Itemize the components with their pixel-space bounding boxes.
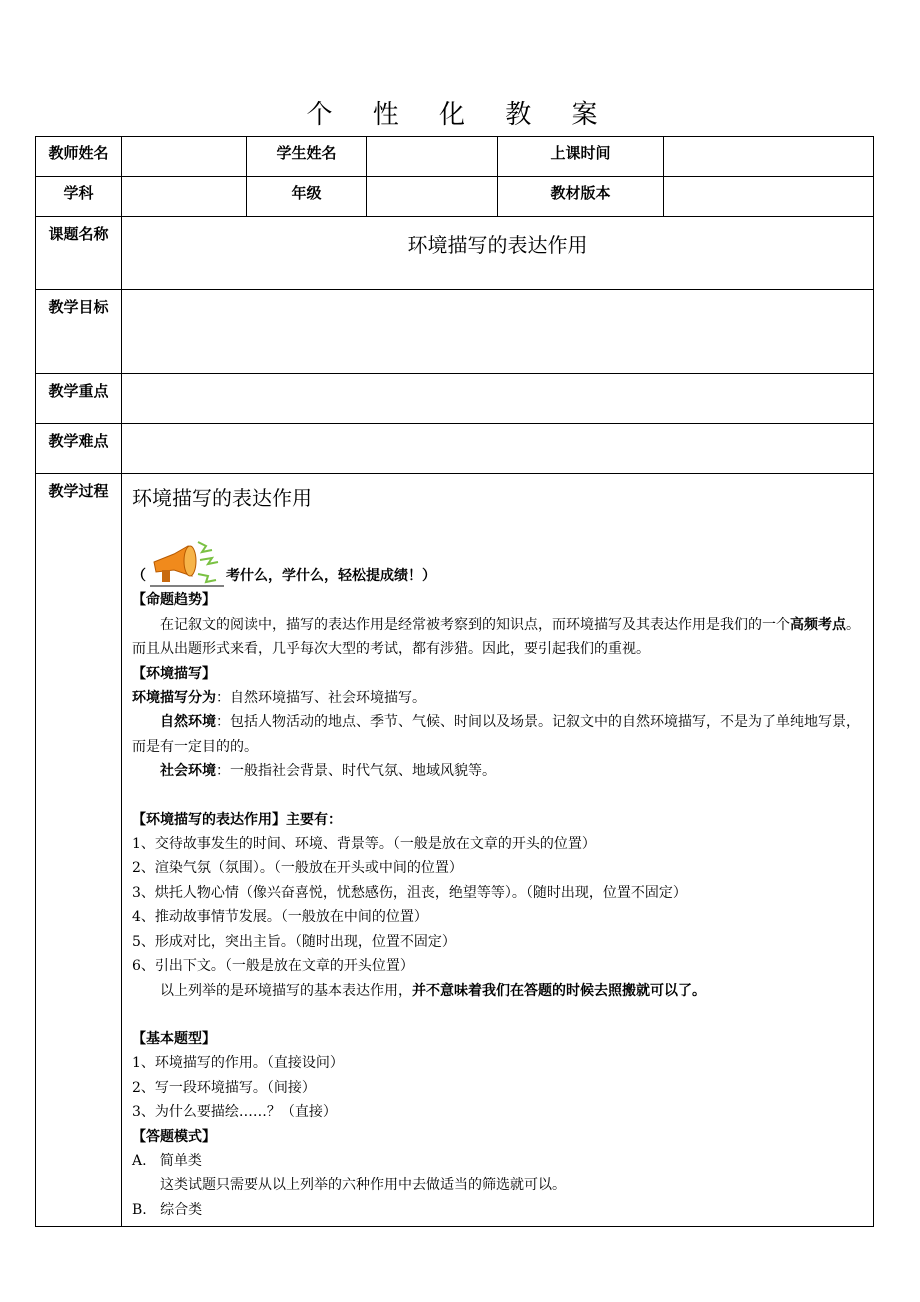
type-item: 1、环境描写的作用。（直接设问） bbox=[132, 1055, 344, 1072]
textbook-label: 教材版本 bbox=[498, 177, 664, 217]
function-item: 2、渲染气氛（氛围）。（一般放在开头或中间的位置） bbox=[132, 860, 463, 877]
class-time-field[interactable] bbox=[664, 137, 874, 177]
student-name-field[interactable] bbox=[367, 137, 498, 177]
goal-row bbox=[36, 290, 874, 374]
summary-bold: 并不意味着我们在答题的时候去照搬就可以了。 bbox=[412, 982, 706, 999]
process-row bbox=[36, 474, 874, 1227]
mode-a: A. 简单类 bbox=[132, 1152, 202, 1169]
function-item: 6、引出下文。（一般是放在文章的开头位置） bbox=[132, 958, 414, 975]
mode-a-text: 这类试题只需要从以上列举的六种作用中去做适当的筛选就可以。 bbox=[160, 1177, 566, 1194]
mode-b: B. 综合类 bbox=[132, 1201, 203, 1218]
social-label: 社会环境 bbox=[160, 763, 216, 780]
trend-title: 【命题趋势】 bbox=[132, 592, 216, 609]
topic-row bbox=[36, 217, 874, 290]
difficulty-field[interactable] bbox=[122, 424, 874, 474]
header-row-2 bbox=[36, 177, 874, 217]
type-item: 3、为什么要描绘……？（直接） bbox=[132, 1104, 337, 1121]
env-split bbox=[132, 686, 863, 710]
slogan-open-paren: （ bbox=[132, 568, 146, 584]
grade-field[interactable] bbox=[367, 177, 498, 217]
function-item: 3、烘托人物心情（像兴奋喜悦，忧愁感伤，沮丧，绝望等等）。（随时出现，位置不固定） bbox=[132, 884, 687, 901]
grade-label: 年级 bbox=[247, 177, 367, 217]
natural-label: 自然环境 bbox=[160, 714, 216, 731]
student-name-label: 学生姓名 bbox=[247, 137, 367, 177]
class-time-label: 上课时间 bbox=[498, 137, 664, 177]
slogan-line bbox=[132, 532, 863, 588]
goal-field[interactable] bbox=[122, 290, 874, 374]
key-point-row bbox=[36, 374, 874, 424]
process-heading: 环境描写的表达作用 bbox=[132, 486, 312, 510]
difficulty-label: 教学难点 bbox=[36, 424, 122, 474]
type-item: 2、写一段环境描写。（间接） bbox=[132, 1079, 316, 1096]
teacher-name-label: 教师姓名 bbox=[36, 137, 122, 177]
subject-label: 学科 bbox=[36, 177, 122, 217]
topic-label: 课题名称 bbox=[36, 217, 122, 290]
summary bbox=[132, 979, 863, 1003]
natural-env bbox=[132, 710, 863, 759]
function-item: 4、推动故事情节发展。（一般放在中间的位置） bbox=[132, 909, 428, 926]
trend-text-1: 在记叙文的阅读中，描写的表达作用是经常被考察到的知识点，而环境描写及其表达作用是我们的一个 bbox=[160, 616, 790, 633]
subject-field[interactable] bbox=[122, 177, 247, 217]
social-text: ：一般指社会背景、时代气氛、地域风貌等。 bbox=[216, 763, 496, 780]
header-row-1 bbox=[36, 137, 874, 177]
process-label: 教学过程 bbox=[36, 474, 122, 1227]
env-split-text: ：自然环境描写、社会环境描写。 bbox=[216, 690, 426, 707]
goal-label: 教学目标 bbox=[36, 290, 122, 374]
lesson-plan-table bbox=[35, 136, 874, 1227]
env-split-label: 环境描写分为 bbox=[132, 690, 216, 707]
natural-text: ：包括人物活动的地点、季节、气候、时间以及场景。记叙文中的自然环境描写，不是为了单纯地写景，而是有一定目的的。 bbox=[132, 714, 860, 755]
types-title: 【基本题型】 bbox=[132, 1030, 216, 1047]
trend-bold: 高频考点 bbox=[790, 616, 846, 633]
key-point-field[interactable] bbox=[122, 374, 874, 424]
function-title: 【环境描写的表达作用】主要有： bbox=[132, 811, 342, 828]
trend-text-2: 。而且从出题形式来看，几乎每次大型的考试，都有涉猎。因此，要引起我们的重视。 bbox=[132, 616, 860, 658]
teacher-name-field[interactable] bbox=[122, 137, 247, 177]
key-point-label: 教学重点 bbox=[36, 374, 122, 424]
topic-value: 环境描写的表达作用 bbox=[122, 217, 874, 290]
social-env bbox=[132, 759, 863, 783]
env-title: 【环境描写】 bbox=[132, 665, 216, 682]
process-content bbox=[122, 474, 874, 1227]
megaphone-icon bbox=[146, 532, 226, 588]
function-item: 5、形成对比，突出主旨。（随时出现，位置不固定） bbox=[132, 933, 456, 950]
page-title: 个 性 化 教 案 bbox=[306, 100, 614, 130]
difficulty-row bbox=[36, 424, 874, 474]
slogan-text: 考什么，学什么，轻松提成绩！） bbox=[226, 568, 436, 584]
trend-paragraph bbox=[132, 613, 863, 662]
mode-title: 【答题模式】 bbox=[132, 1128, 216, 1145]
textbook-field[interactable] bbox=[664, 177, 874, 217]
summary-text: 以上列举的是环境描写的基本表达作用， bbox=[160, 982, 412, 999]
function-item: 1、交待故事发生的时间、环境、背景等。（一般是放在文章的开头的位置） bbox=[132, 836, 596, 853]
